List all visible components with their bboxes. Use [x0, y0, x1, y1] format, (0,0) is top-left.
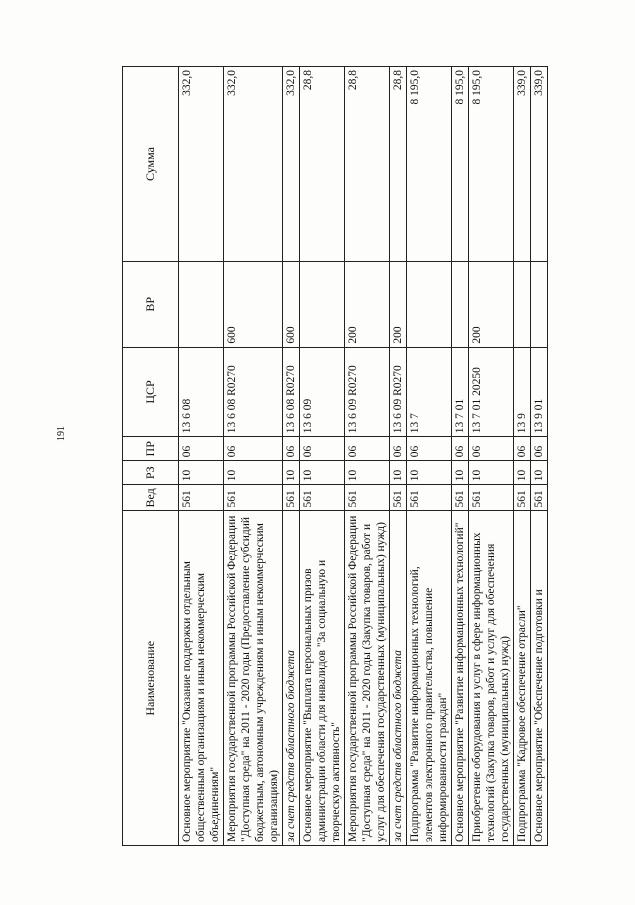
cell-name: Мероприятия государственной программы Российской Федерации "Доступная среда" на 2011 - 2020 годы (Предоставление субсидий бюджетным, автономным учреждениям и иным некоммерческим организациям) [224, 511, 283, 846]
rotated-page-content [122, 66, 548, 846]
header-name: Наименование [123, 511, 179, 846]
table-header-row [123, 67, 179, 846]
cell-name: Основное мероприятие "Обеспечение подготовки и [531, 511, 548, 846]
cell-ved: 561 [300, 485, 345, 511]
cell-csr: 13 6 08 [179, 347, 224, 437]
cell-csr: 13 7 01 [452, 347, 469, 437]
cell-csr: 13 9 [514, 347, 531, 437]
table-row [300, 67, 345, 846]
cell-sum: 332,0 [224, 67, 283, 262]
table-row [531, 67, 548, 846]
cell-rz: 10 [407, 461, 452, 485]
cell-pr: 06 [283, 437, 300, 461]
cell-csr: 13 7 [407, 347, 452, 437]
cell-vr: 200 [469, 262, 514, 348]
cell-sum: 8 195,0 [407, 67, 452, 262]
table-row [179, 67, 224, 846]
cell-name: Мероприятия государственной программы Российской Федерации "Доступная среда" на 2011 - 2020 годы (Закупка товаров, работ и услуг для обеспечения государственных (муниципальных) нужд) [345, 511, 390, 846]
cell-csr: 13 7 01 20250 [469, 347, 514, 437]
page-number: 191 [56, 426, 67, 441]
cell-pr: 06 [345, 437, 390, 461]
cell-ved: 561 [407, 485, 452, 511]
table-row [283, 67, 300, 846]
header-rz: РЗ [123, 461, 179, 485]
header-ved: Вед [123, 485, 179, 511]
cell-rz: 10 [390, 461, 407, 485]
cell-csr: 13 6 08 R0270 [283, 347, 300, 437]
header-pr: ПР [123, 437, 179, 461]
table-row [345, 67, 390, 846]
cell-sum: 332,0 [283, 67, 300, 262]
header-sum: Сумма [123, 67, 179, 262]
cell-name: Основное мероприятие "Оказание поддержки отдельным общественным организациям и иным некоммерческим объединениям" [179, 511, 224, 846]
cell-sum: 339,0 [531, 67, 548, 262]
cell-pr: 06 [407, 437, 452, 461]
budget-table [122, 66, 548, 846]
cell-name: Основное мероприятие "Развитие информационных технологий" [452, 511, 469, 846]
table-row [224, 67, 283, 846]
cell-csr: 13 6 08 R0270 [224, 347, 283, 437]
cell-vr: 200 [345, 262, 390, 348]
cell-pr: 06 [224, 437, 283, 461]
cell-rz: 10 [224, 461, 283, 485]
cell-sum: 28,8 [300, 67, 345, 262]
cell-vr [531, 262, 548, 348]
cell-rz: 10 [345, 461, 390, 485]
cell-sum: 8 195,0 [452, 67, 469, 262]
cell-name: Приобретение оборудования и услуг в сфере информационных технологий (Закупка товаров, работ и услуг для обеспечения государственных (муниципальных) нужд) [469, 511, 514, 846]
cell-rz: 10 [179, 461, 224, 485]
cell-vr [407, 262, 452, 348]
cell-ved: 561 [345, 485, 390, 511]
cell-rz: 10 [283, 461, 300, 485]
cell-vr [179, 262, 224, 348]
cell-pr: 06 [179, 437, 224, 461]
cell-csr: 13 6 09 R0270 [345, 347, 390, 437]
cell-ved: 561 [531, 485, 548, 511]
table-row [452, 67, 469, 846]
cell-vr: 600 [283, 262, 300, 348]
table-row [407, 67, 452, 846]
table-row [514, 67, 531, 846]
cell-vr: 600 [224, 262, 283, 348]
table-body [179, 67, 548, 846]
cell-vr [452, 262, 469, 348]
cell-csr: 13 6 09 R0270 [390, 347, 407, 437]
cell-name: за счет средств областного бюджета [283, 511, 300, 846]
cell-name: Подпрограмма "Кадровое обеспечение отрасли" [514, 511, 531, 846]
cell-sum: 8 195,0 [469, 67, 514, 262]
cell-rz: 10 [300, 461, 345, 485]
cell-name: Основное мероприятие "Выплата персональных призов администрации области для инвалидов "За социальную и творческую активность" [300, 511, 345, 846]
table-row [390, 67, 407, 846]
cell-pr: 06 [531, 437, 548, 461]
cell-vr: 200 [390, 262, 407, 348]
cell-ved: 561 [224, 485, 283, 511]
cell-vr [514, 262, 531, 348]
cell-name: Подпрограмма "Развитие информационных технологий, элементов электронного правительства, повышение информированности граждан" [407, 511, 452, 846]
cell-csr: 13 6 09 [300, 347, 345, 437]
cell-rz: 10 [531, 461, 548, 485]
cell-sum: 28,8 [345, 67, 390, 262]
cell-csr: 13 9 01 [531, 347, 548, 437]
cell-ved: 561 [469, 485, 514, 511]
cell-ved: 561 [390, 485, 407, 511]
cell-pr: 06 [390, 437, 407, 461]
cell-ved: 561 [514, 485, 531, 511]
cell-pr: 06 [452, 437, 469, 461]
cell-sum: 339,0 [514, 67, 531, 262]
cell-rz: 10 [514, 461, 531, 485]
cell-rz: 10 [469, 461, 514, 485]
cell-sum: 332,0 [179, 67, 224, 262]
cell-ved: 561 [179, 485, 224, 511]
cell-sum: 28,8 [390, 67, 407, 262]
cell-rz: 10 [452, 461, 469, 485]
cell-vr [300, 262, 345, 348]
cell-pr: 06 [514, 437, 531, 461]
header-csr: ЦСР [123, 347, 179, 437]
cell-pr: 06 [300, 437, 345, 461]
header-vr: ВР [123, 262, 179, 348]
cell-ved: 561 [452, 485, 469, 511]
cell-ved: 561 [283, 485, 300, 511]
cell-pr: 06 [469, 437, 514, 461]
table-row [469, 67, 514, 846]
cell-name: за счет средств областного бюджета [390, 511, 407, 846]
